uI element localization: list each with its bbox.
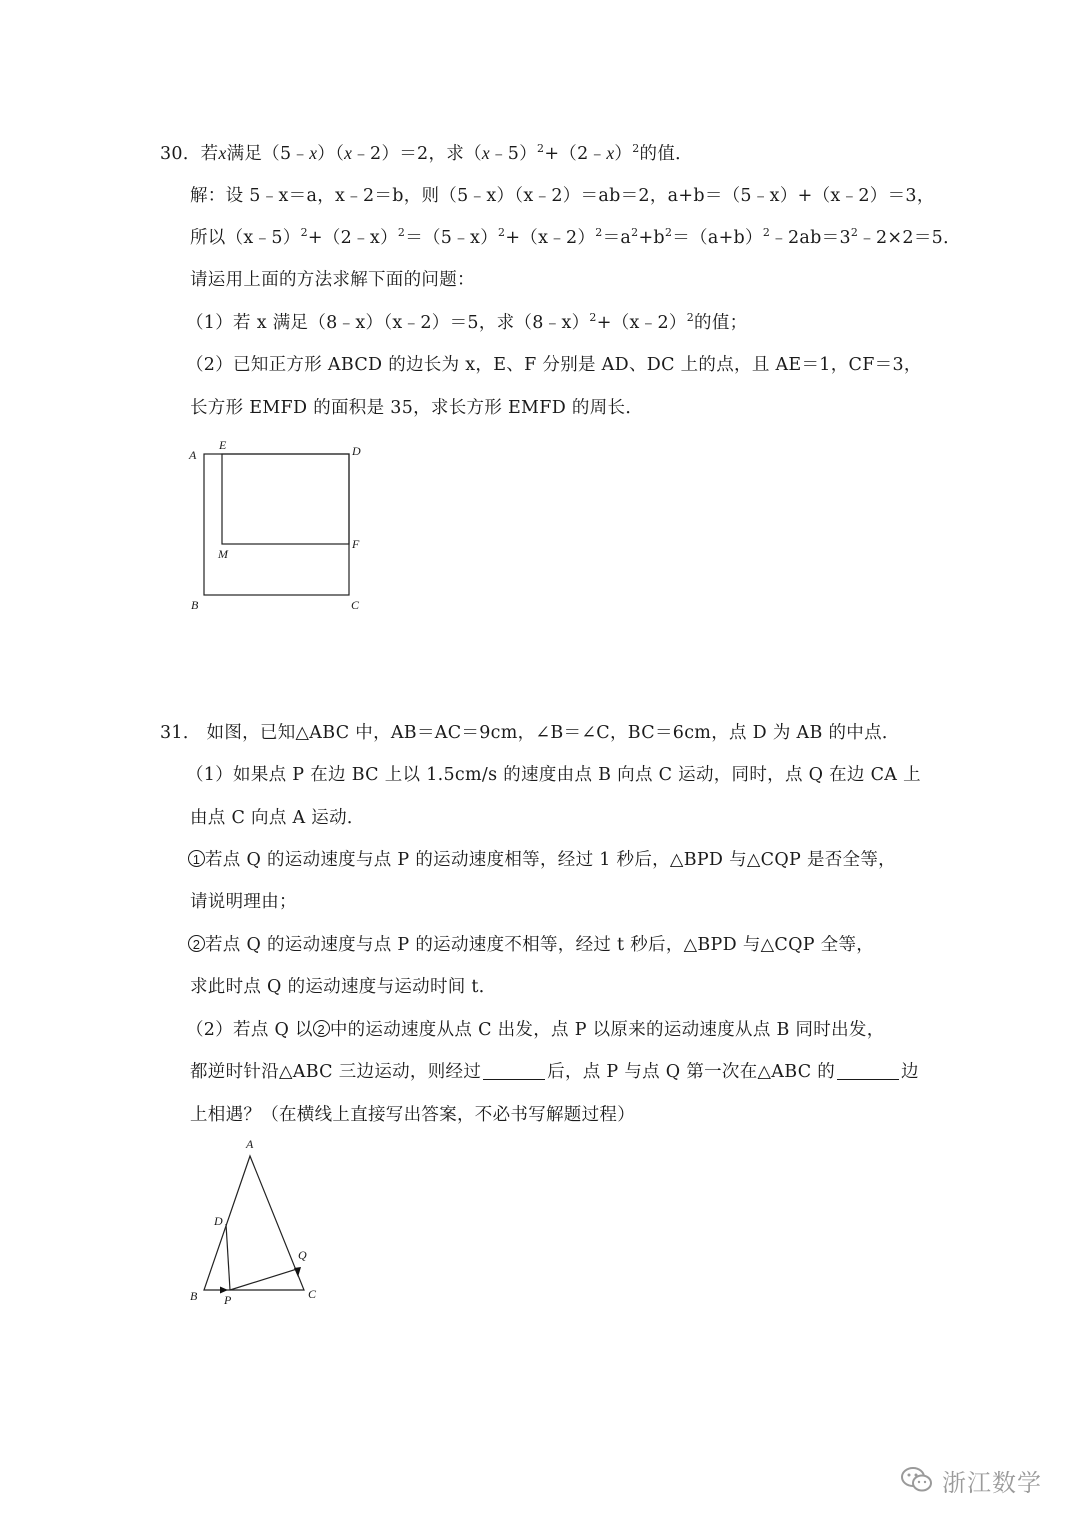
text: 若 bbox=[200, 144, 219, 164]
arrow-q bbox=[294, 1267, 301, 1277]
text: （1）若 x 满足（8﹣x）（x﹣2）＝5，求（8﹣x） bbox=[186, 313, 590, 333]
answer-blank-time[interactable] bbox=[483, 1061, 545, 1080]
text: ＝（a+b） bbox=[672, 228, 763, 248]
var: x bbox=[606, 143, 615, 163]
label-E: E bbox=[219, 438, 227, 452]
label-P: P bbox=[224, 1293, 232, 1307]
text: +b bbox=[638, 228, 665, 248]
watermark bbox=[900, 1460, 1060, 1500]
text: （2）若点 Q 以 bbox=[186, 1020, 313, 1040]
segment-pq bbox=[230, 1269, 297, 1290]
text: 的值； bbox=[694, 313, 748, 333]
solution-line-2 bbox=[190, 226, 961, 250]
circled-number: 2 bbox=[188, 935, 205, 952]
label-C: C bbox=[308, 1287, 317, 1301]
p31-subquestion-1-line-1: （1）如果点 P 在边 BC 上以 1.5cm/s 的速度由点 B 向点 C 运动，同时，点 Q 在边 CA 上 bbox=[186, 765, 921, 785]
p31-subquestion-1-line-2: 由点 C 向点 A 运动． bbox=[190, 808, 365, 828]
text: 都逆时针沿△ABC 三边运动，则经过 bbox=[190, 1062, 482, 1082]
label-D: D bbox=[214, 1214, 223, 1228]
label-D: D bbox=[352, 444, 361, 458]
text: +（2﹣x） bbox=[307, 228, 398, 248]
text: 的值． bbox=[639, 144, 693, 164]
text: ＝（5﹣x） bbox=[405, 228, 499, 248]
text: ﹣2）＝2，求（ bbox=[352, 144, 482, 164]
text: 若点 Q 的运动速度与点 P 的运动速度相等，经过 1 秒后，△BPD 与△CQP 是否全等， bbox=[205, 850, 896, 870]
circled-number: 2 bbox=[313, 1020, 330, 1037]
text: ﹣2ab＝3 bbox=[770, 228, 851, 248]
circled-number: 1 bbox=[188, 850, 205, 867]
var: x bbox=[309, 143, 318, 163]
text: 满足（5﹣ bbox=[226, 144, 310, 164]
p31-subquestion-2-line-3: 上相遇？（在横线上直接写出答案，不必书写解题过程） bbox=[190, 1105, 635, 1125]
label-B: B bbox=[191, 598, 199, 612]
exponent: 2 bbox=[631, 226, 639, 239]
method-prompt: 请运用上面的方法求解下面的问题： bbox=[190, 270, 475, 290]
watermark-text: 浙江数学 bbox=[942, 1468, 1042, 1497]
problem-number: 30． bbox=[160, 144, 201, 164]
text: 中的运动速度从点 C 出发，点 P 以原来的运动速度从点 B 同时出发， bbox=[329, 1020, 885, 1040]
exponent: 2 bbox=[595, 226, 603, 239]
text: +（2﹣ bbox=[544, 144, 607, 164]
wechat-icon bbox=[900, 1465, 934, 1495]
text: ﹣2×2＝5． bbox=[858, 228, 961, 248]
text: 若点 Q 的运动速度与点 P 的运动速度不相等，经过 t 秒后，△BPD 与△CQP 全等， bbox=[205, 935, 875, 955]
square-abcd bbox=[204, 454, 349, 595]
p31-part-2-line-1 bbox=[188, 933, 874, 957]
exponent: 2 bbox=[300, 226, 308, 239]
p31-subquestion-2-line-2 bbox=[190, 1060, 919, 1084]
p31-part-2-line-2: 求此时点 Q 的运动速度与运动时间 t． bbox=[190, 977, 497, 997]
label-C: C bbox=[351, 598, 360, 612]
text: ） bbox=[614, 144, 633, 164]
label-A: A bbox=[189, 448, 197, 462]
p31-subquestion-2-line-1 bbox=[186, 1018, 885, 1042]
text: ）（ bbox=[317, 144, 345, 164]
text: 边 bbox=[901, 1062, 919, 1082]
label-M: M bbox=[218, 547, 228, 561]
text: +（x﹣2） bbox=[505, 228, 596, 248]
var: x bbox=[344, 143, 353, 163]
exponent: 2 bbox=[850, 226, 859, 239]
exponent: 2 bbox=[498, 226, 506, 239]
var: x bbox=[218, 143, 227, 163]
exponent: 2 bbox=[762, 226, 771, 239]
exponent: 2 bbox=[589, 311, 597, 324]
rectangle-emfd bbox=[222, 454, 349, 544]
label-A: A bbox=[246, 1137, 254, 1151]
square-figure bbox=[180, 432, 380, 622]
text: ﹣5） bbox=[489, 144, 538, 164]
p31-part-1-line-2: 请说明理由； bbox=[190, 892, 297, 912]
problem-31-statement: 31． 如图，已知△ABC 中，AB＝AC＝9cm，∠B＝∠C，BC＝6cm，点 D 为 AB 的中点． bbox=[160, 723, 900, 743]
text: 后，点 P 与点 Q 第一次在△ABC 的 bbox=[547, 1062, 836, 1082]
subquestion-1 bbox=[186, 311, 747, 335]
label-B: B bbox=[190, 1289, 198, 1303]
exponent: 2 bbox=[397, 226, 406, 239]
text: 所以（x﹣5） bbox=[190, 228, 301, 248]
answer-blank-side[interactable] bbox=[837, 1061, 899, 1080]
triangle-figure bbox=[180, 1132, 340, 1312]
text: +（x﹣2） bbox=[596, 313, 687, 333]
exponent: 2 bbox=[686, 311, 695, 324]
exponent: 2 bbox=[537, 142, 545, 155]
p31-part-1-line-1 bbox=[188, 848, 896, 872]
exponent: 2 bbox=[632, 142, 640, 155]
solution-line-1: 解：设 5﹣x＝a，x﹣2＝b，则（5﹣x）（x﹣2）＝ab＝2，a+b＝（5﹣x）+（x﹣2）＝3， bbox=[190, 186, 935, 206]
label-Q: Q bbox=[298, 1248, 307, 1262]
segment-dp bbox=[226, 1224, 230, 1290]
var: x bbox=[481, 143, 490, 163]
subquestion-2-line-2: 长方形 EMFD 的面积是 35，求长方形 EMFD 的周长． bbox=[190, 398, 644, 418]
label-F: F bbox=[352, 537, 360, 551]
text: ＝a bbox=[602, 228, 632, 248]
exponent: 2 bbox=[664, 226, 673, 239]
subquestion-2-line-1: （2）已知正方形 ABCD 的边长为 x，E、F 分别是 AD、DC 上的点，且 AE＝1，CF＝3， bbox=[186, 355, 922, 375]
problem-30-statement bbox=[160, 141, 693, 166]
